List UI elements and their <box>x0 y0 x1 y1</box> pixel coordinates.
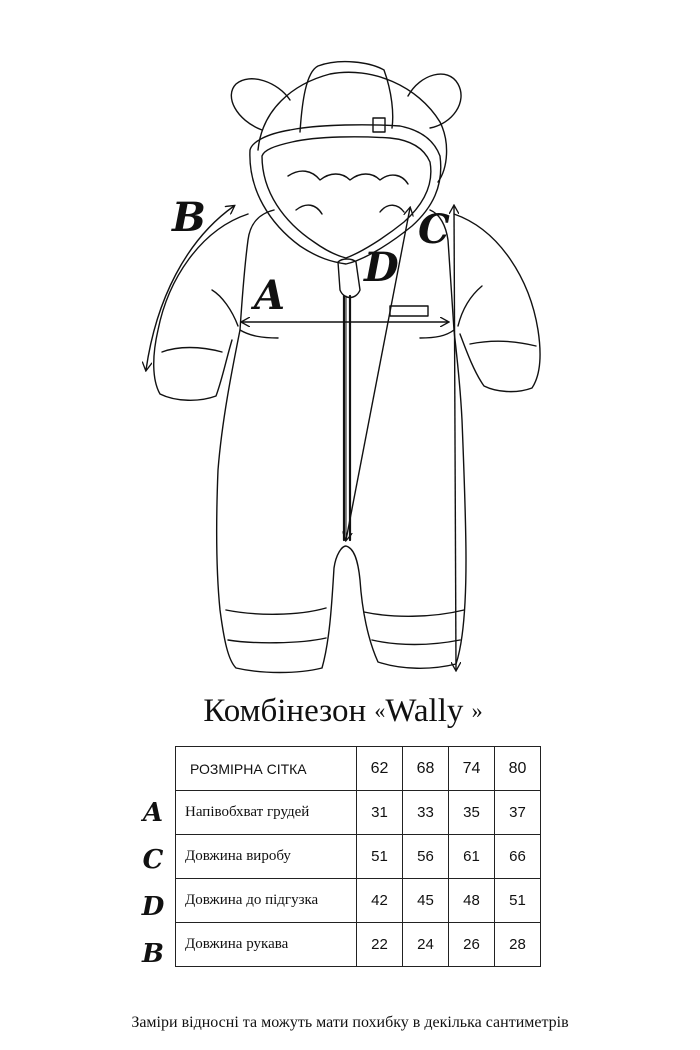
table-cell: 56 <box>403 835 449 879</box>
size-header-label: РОЗМІРНА СІТКА <box>176 747 357 791</box>
table-cell: 33 <box>403 791 449 835</box>
zipper-pull <box>338 259 360 298</box>
row-label-chest: Напівобхват грудей <box>176 791 357 835</box>
table-cell: 51 <box>495 879 541 923</box>
table-cell: 28 <box>495 923 541 967</box>
quote-open: « <box>374 698 386 723</box>
product-title <box>0 693 686 730</box>
row-label-length: Довжина виробу <box>176 835 357 879</box>
size-62: 62 <box>357 747 403 791</box>
left-leg-cuff <box>226 608 326 614</box>
table-cell: 61 <box>449 835 495 879</box>
table-cell: 42 <box>357 879 403 923</box>
table-row <box>176 835 541 879</box>
size-74: 74 <box>449 747 495 791</box>
row-letter-d: D <box>141 892 165 922</box>
right-cuff <box>470 341 536 346</box>
right-ear <box>408 74 461 128</box>
arrow-c <box>454 206 456 670</box>
table-cell: 37 <box>495 791 541 835</box>
size-header-row <box>176 747 541 791</box>
size-68: 68 <box>403 747 449 791</box>
hood-lining-folds <box>288 171 408 184</box>
table-row <box>176 923 541 967</box>
diagram-letter-d: D <box>364 244 399 291</box>
row-label-diaper: Довжина до підгузка <box>176 879 357 923</box>
table-cell: 35 <box>449 791 495 835</box>
row-label-sleeve: Довжина рукава <box>176 923 357 967</box>
size-80: 80 <box>495 747 541 791</box>
table-cell: 51 <box>357 835 403 879</box>
left-cuff <box>162 348 222 353</box>
left-sleeve <box>154 214 248 400</box>
hood-outer <box>258 72 447 182</box>
chest-pocket <box>390 306 428 316</box>
table-cell: 24 <box>403 923 449 967</box>
measurement-note: Заміри відносні та можуть мати похибку в декілька сантиметрів <box>131 1014 569 1031</box>
product-name: Wally <box>385 693 464 729</box>
row-letter-a: A <box>142 798 164 828</box>
zipper <box>344 296 350 540</box>
table-row <box>176 791 541 835</box>
table-cell: 48 <box>449 879 495 923</box>
quote-close: » <box>471 698 483 723</box>
table-cell: 31 <box>357 791 403 835</box>
size-table <box>175 746 541 967</box>
row-letter-c: C <box>142 845 164 875</box>
title-prefix: Комбінезон <box>203 693 367 729</box>
diagram-letter-c: C <box>418 206 450 253</box>
diagram-letter-a: A <box>254 272 286 319</box>
table-cell: 45 <box>403 879 449 923</box>
left-ear <box>231 79 290 130</box>
table-cell: 26 <box>449 923 495 967</box>
right-leg-cuff <box>364 610 464 616</box>
table-cell: 22 <box>357 923 403 967</box>
diagram-letter-b: B <box>172 194 206 241</box>
table-cell: 66 <box>495 835 541 879</box>
row-letter-b: B <box>142 939 164 969</box>
table-row <box>176 879 541 923</box>
hood-lining <box>262 137 431 258</box>
